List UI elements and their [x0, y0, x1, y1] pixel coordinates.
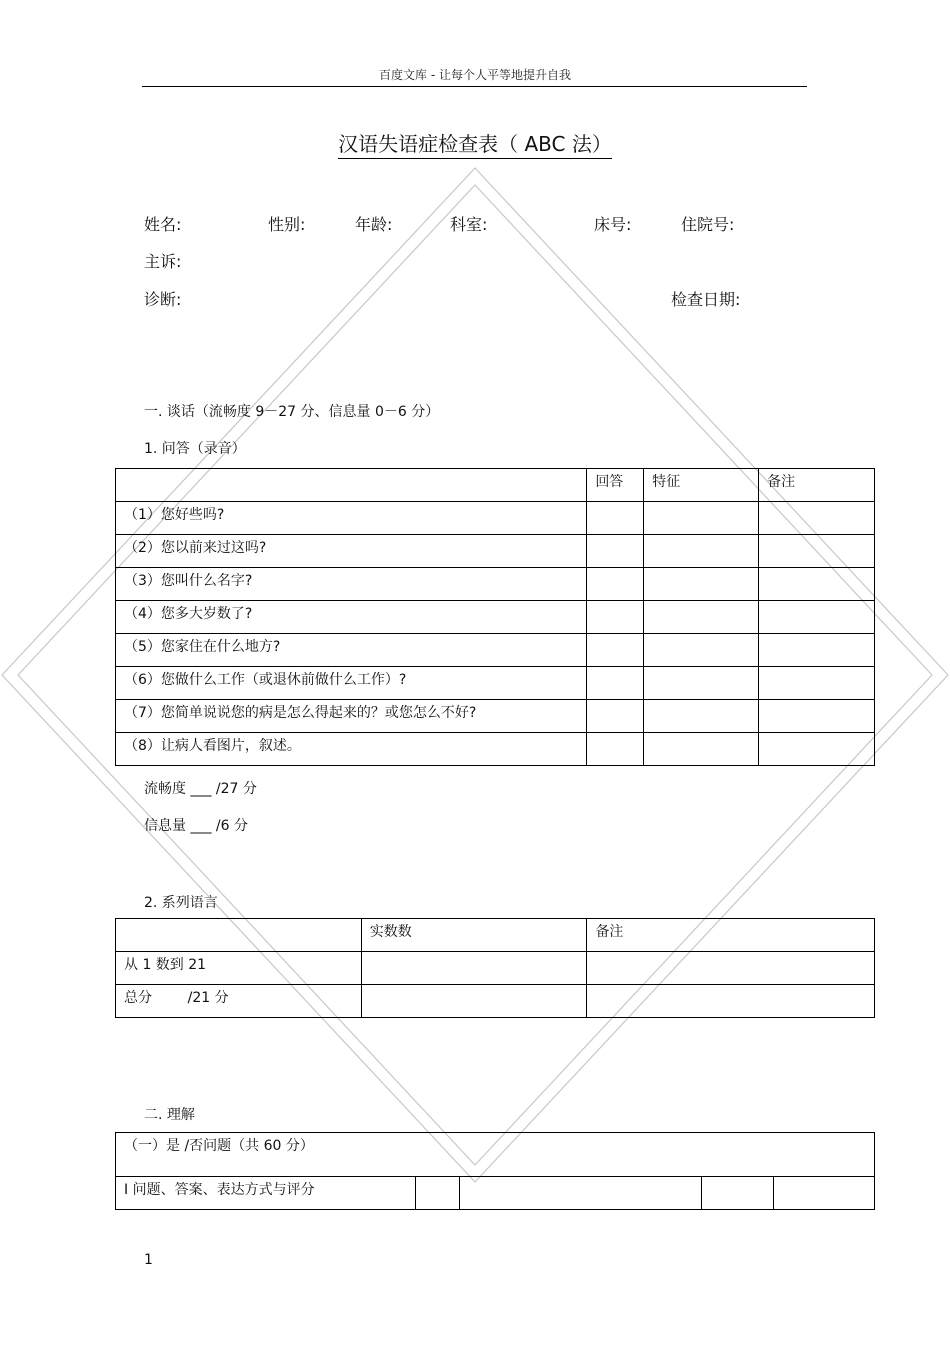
- age-label: 年龄:: [355, 215, 393, 234]
- row-label: 总分 /21 分: [124, 990, 229, 1006]
- table-row: [116, 1133, 875, 1177]
- table-row: [116, 985, 875, 1018]
- bed-label: 床号:: [594, 215, 632, 234]
- feature-cell[interactable]: [644, 700, 759, 733]
- feature-cell[interactable]: [644, 733, 759, 766]
- remark-cell[interactable]: [759, 667, 875, 700]
- exam-date-label: 检查日期:: [671, 290, 741, 309]
- feature-cell[interactable]: [644, 535, 759, 568]
- remark-cell[interactable]: [759, 700, 875, 733]
- feature-cell[interactable]: [644, 601, 759, 634]
- answer-cell[interactable]: [587, 601, 644, 634]
- document-title: 汉语失语症检查表（ ABC 法）: [0, 128, 950, 157]
- header-cell: 备注: [759, 469, 875, 502]
- row-label: 从 1 数到 21: [124, 957, 207, 973]
- header-cell: [116, 469, 587, 502]
- page-number: 1: [144, 1252, 153, 1268]
- table-row: [116, 535, 875, 568]
- table-row: [116, 1177, 875, 1210]
- feature-cell[interactable]: [644, 502, 759, 535]
- question-text: （5）您家住在什么地方?: [124, 639, 281, 655]
- qa-table: [115, 468, 875, 766]
- remark-cell[interactable]: [759, 502, 875, 535]
- question-text: （8）让病人看图片，叙述。: [124, 738, 301, 754]
- diagnosis-label: 诊断:: [144, 290, 182, 309]
- remark-cell[interactable]: [587, 952, 875, 985]
- answer-cell[interactable]: [587, 568, 644, 601]
- question-scoring-label: Ⅰ 问题、答案、表达方式与评分: [124, 1182, 315, 1198]
- name-label: 姓名:: [144, 215, 182, 234]
- section2-heading: 二. 理解: [144, 1107, 195, 1123]
- remark-cell[interactable]: [759, 601, 875, 634]
- table-header-row: [116, 919, 875, 952]
- answer-cell[interactable]: [587, 535, 644, 568]
- header-cell: 回答: [587, 469, 644, 502]
- feature-cell[interactable]: [644, 568, 759, 601]
- header-rule: [142, 86, 807, 87]
- table-row: [116, 502, 875, 535]
- question-text: （6）您做什么工作（或退休前做什么工作）?: [124, 672, 407, 688]
- qa-subheading: 1. 问答（录音）: [144, 441, 246, 457]
- sex-label: 性别:: [268, 215, 306, 234]
- feature-cell[interactable]: [644, 634, 759, 667]
- feature-cell[interactable]: [644, 667, 759, 700]
- count-cell[interactable]: [361, 952, 587, 985]
- table-row: [116, 952, 875, 985]
- remark-cell[interactable]: [759, 733, 875, 766]
- serial-speech-subheading: 2. 系列语言: [144, 895, 218, 911]
- question-text: （4）您多大岁数了?: [124, 606, 253, 622]
- blank-cell[interactable]: [702, 1177, 774, 1210]
- info-score: 信息量 ___ /6 分: [144, 818, 248, 834]
- header-cell: 备注: [587, 919, 875, 952]
- comprehension-table: [115, 1132, 875, 1210]
- remark-cell[interactable]: [587, 985, 875, 1018]
- table-row: [116, 667, 875, 700]
- answer-cell[interactable]: [587, 502, 644, 535]
- answer-cell[interactable]: [587, 634, 644, 667]
- blank-cell[interactable]: [415, 1177, 459, 1210]
- blank-cell[interactable]: [459, 1177, 702, 1210]
- answer-cell[interactable]: [587, 733, 644, 766]
- question-text: （2）您以前来过这吗?: [124, 540, 267, 556]
- header-cell: 实数数: [361, 919, 587, 952]
- remark-cell[interactable]: [759, 634, 875, 667]
- table-row: [116, 700, 875, 733]
- question-text: （1）您好些吗?: [124, 507, 225, 523]
- table-row: [116, 568, 875, 601]
- remark-cell[interactable]: [759, 535, 875, 568]
- header-cell: [116, 919, 362, 952]
- table-row: [116, 601, 875, 634]
- yes-no-heading: （一）是 /否问题（共 60 分）: [124, 1138, 314, 1154]
- table-row: [116, 733, 875, 766]
- question-text: （3）您叫什么名字?: [124, 573, 253, 589]
- header-cell: 特征: [644, 469, 759, 502]
- answer-cell[interactable]: [587, 700, 644, 733]
- blank-cell[interactable]: [774, 1177, 875, 1210]
- question-text: （7）您简单说说您的病是怎么得起来的？或您怎么不好?: [124, 705, 477, 721]
- page-header: 百度文库 - 让每个人平等地提升自我: [379, 68, 571, 82]
- department-label: 科室:: [450, 215, 488, 234]
- fluency-score: 流畅度 ___ /27 分: [144, 781, 257, 797]
- count-cell[interactable]: [361, 985, 587, 1018]
- answer-cell[interactable]: [587, 667, 644, 700]
- section1-heading: 一. 谈话（流畅度 9－27 分、信息量 0－6 分）: [144, 404, 440, 420]
- remark-cell[interactable]: [759, 568, 875, 601]
- admission-label: 住院号:: [681, 215, 735, 234]
- table-row: [116, 634, 875, 667]
- complaint-label: 主诉:: [144, 252, 182, 271]
- serial-speech-table: [115, 918, 875, 1018]
- table-header-row: [116, 469, 875, 502]
